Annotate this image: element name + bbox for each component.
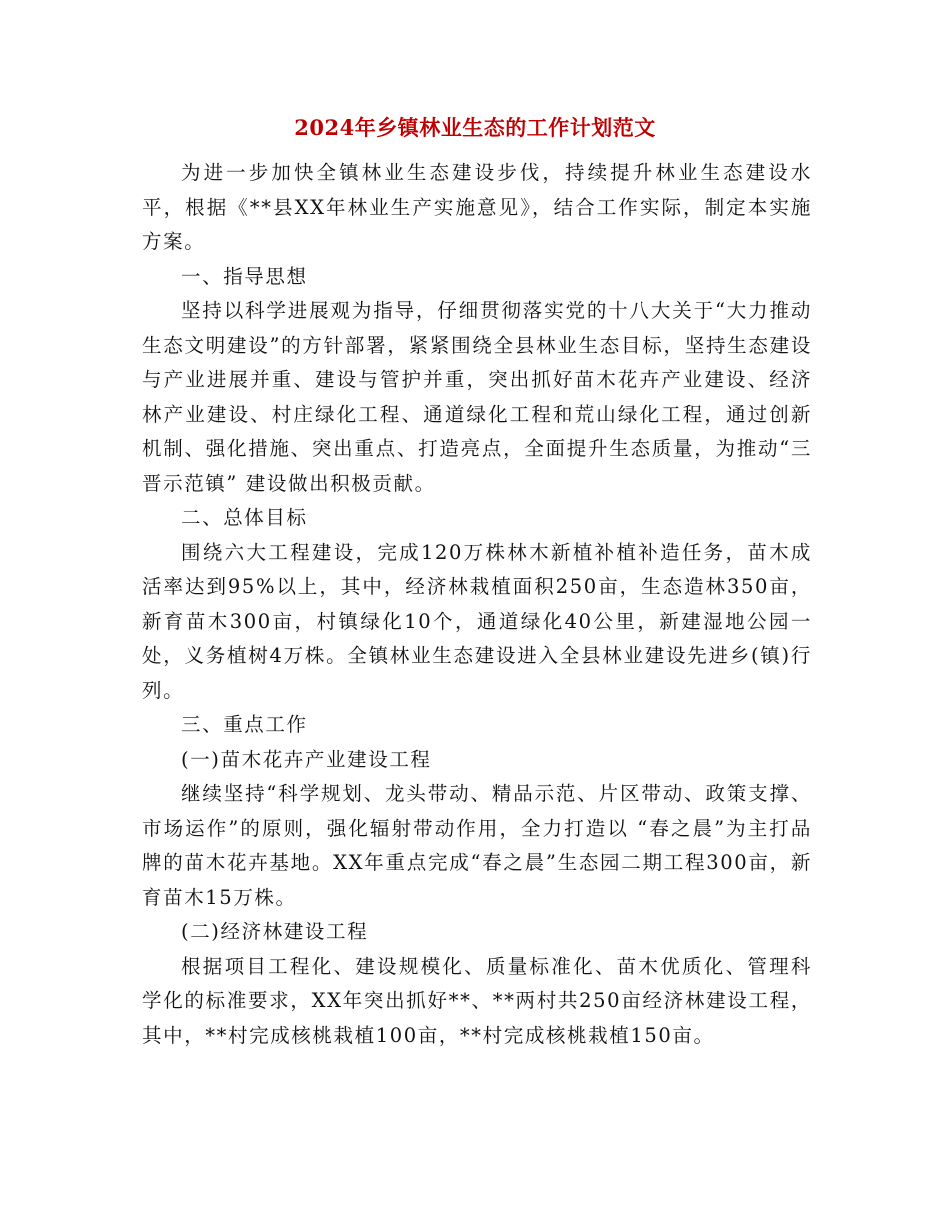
document-title: 2024年乡镇林业生态的工作计划范文 [294,115,656,140]
intro-paragraph: 为进一步加快全镇林业生态建设步伐，持续提升林业生态建设水平，根据《**县XX年林业生产实施意见》，结合工作实际，制定本实施方案。 [142,161,812,253]
section-heading-overall-goal: 二、总体目标 [181,506,308,529]
guiding-thought-paragraph: 坚持以科学进展观为指导，仔细贯彻落实党的十八大关于“大力推动生态文明建设”的方针部署，紧紧围绕全县林业生态目标，坚持生态建设与产业进展并重、建设与管护并重，突出抓好苗木花卉产业建设、经济林产业建设、村庄绿化工程、通道绿化工程和荒山绿化工程，通过创新机制、强化措施、突出重点、打造亮点，全面提升生态质量，为推动“三晋示范镇” 建设做出积极贡献。 [142,299,812,495]
nursery-paragraph: 继续坚持“科学规划、龙头带动、精品示范、片区带动、政策支撑、市场运作”的原则，强化辐射带动作用，全力打造以 “春之晨”为主打品牌的苗木花卉基地。XX年重点完成“春之晨”生态园二期工程300亩，新育苗木15万株。 [142,782,812,909]
subsection-heading-nursery: (一)苗木花卉产业建设工程 [181,747,432,771]
document-body [142,156,812,1053]
section-heading-key-work: 三、重点工作 [181,713,308,736]
section-heading-guiding-thought: 一、指导思想 [181,264,308,288]
overall-goal-paragraph: 围绕六大工程建设，完成120万株林木新植补植补造任务，苗木成活率达到95%以上，其中，经济林栽植面积250亩，生态造林350亩，新育苗木300亩，村镇绿化10个，通道绿化40公里，新建湿地公园一处，义务植树4万株。全镇林业生态建设进入全县林业建设先进乡(镇)行列。 [142,540,812,702]
economic-forest-paragraph: 根据项目工程化、建设规模化、质量标准化、苗木优质化、管理科学化的标准要求，XX年突出抓好**、**两村共250亩经济林建设工程，其中，**村完成核桃栽植100亩，**村完成核桃栽植150亩。 [142,954,812,1047]
subsection-heading-economic-forest: (二)经济林建设工程 [181,920,369,943]
